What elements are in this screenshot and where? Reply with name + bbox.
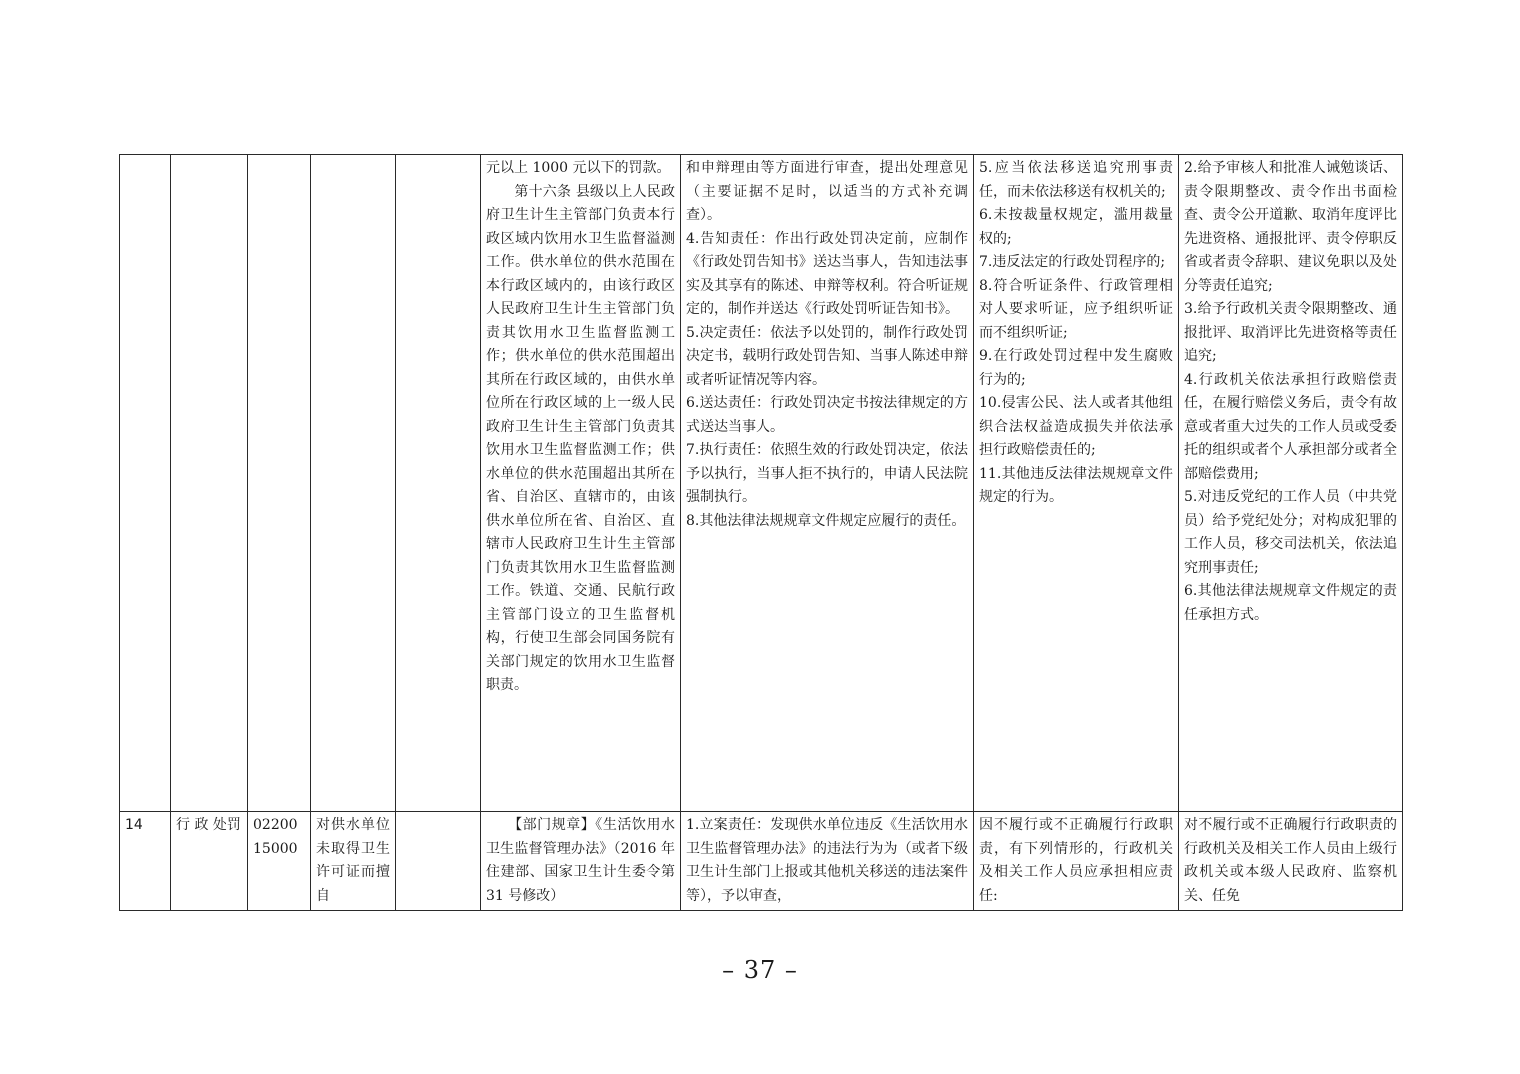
cell-code: 0220015000	[248, 812, 311, 911]
cell-name	[311, 155, 396, 812]
cell-name: 对供水单位未取得卫生许可证而擅自	[311, 812, 396, 911]
cell-basis: 元以上 1000 元以下的罚款。 第十六条 县级以上人民政府卫生计生主管部门负责本行政区域内饮用水卫生监督溢测工作。供水单位的供水范围在本行政区域内的，由该行政区人民政府卫生计生主管部门负责其饮用水卫生监督监测工作；供水单位的供水范围超出其所在行政区域的，由供水单位所在行政区域的上一级人民政府卫生计生主管部门负责其饮用水卫生监督监测工作；供水单位的供水范围超出其所在省、自治区、直辖市的，由该供水单位所在省、自治区、直辖市人民政府卫生计生主管部门负责其饮用水卫生监督监测工作。铁道、交通、民航行政主管部门设立的卫生监督机构，行使卫生部会同国务院有关部门规定的饮用水卫生监督职责。	[481, 155, 681, 812]
cell-accountability-methods: 2.给予审核人和批准人诫勉谈话、责令限期整改、责令作出书面检查、责令公开道歉、取消年度评比先进资格、通报批评、责令停职反省或者责令辞职、建议免职以及处分等责任追究; 3.给予行政机关责令限期整改、通报批评、取消评比先进资格等责任追究; 4.行政机关依法承担行政赔偿责任，在履行赔偿义务后，责令有故意或者重大过失的工作人员或受委托的组织或者个人承担部分或者全部赔偿费用; 5.对违反党纪的工作人员（中共党员）给予党纪处分；对构成犯罪的工作人员，移交司法机关，依法追究刑事责任; 6.其他法律法规规章文件规定的责任承担方式。	[1179, 155, 1403, 812]
cell-responsibility: 和申辩理由等方面进行审查，提出处理意见（主要证据不足时，以适当的方式补充调查）。 4.告知责任：作出行政处罚决定前，应制作《行政处罚告知书》送达当事人，告知违法事实及其享有的陈述、申辩等权利。符合听证规定的，制作并送达《行政处罚听证告知书》。 5.决定责任：依法予以处罚的，制作行政处罚决定书，载明行政处罚告知、当事人陈述申辩或者听证情况等内容。 6.送达责任：行政处罚决定书按法律规定的方式送达当事人。 7.执行责任：依照生效的行政处罚决定，依法予以执行，当事人拒不执行的，申请人民法院强制执行。 8.其他法律法规规章文件规定应履行的责任。	[681, 155, 974, 812]
table-row-continued	[120, 155, 1403, 812]
cell-type: 行 政 处罚	[171, 812, 248, 911]
cell-responsibility: 1.立案责任：发现供水单位违反《生活饮用水卫生监督管理办法》的违法行为为（或者下级卫生计生部门上报或其他机关移送的违法案件等），予以审查，	[681, 812, 974, 911]
cell-accountability-cases: 因不履行或不正确履行行政职责，有下列情形的，行政机关及相关工作人员应承担相应责任:	[974, 812, 1179, 911]
table-row-14	[120, 812, 1403, 911]
cell-basis: 【部门规章】《生活饮用水卫生监督管理办法》（2016 年住建部、国家卫生计生委令第 31 号修改）	[481, 812, 681, 911]
cell-accountability-cases: 5.应当依法移送追究刑事责任，而未依法移送有权机关的; 6.未按裁量权规定，滥用裁量权的; 7.违反法定的行政处罚程序的; 8.符合听证条件、行政管理相对人要求听证，应予组织听证而不组织听证; 9.在行政处罚过程中发生腐败行为的; 10.侵害公民、法人或者其他组织合法权益造成损失并依法承担行政赔偿责任的; 11.其他违反法律法规规章文件规定的行为。	[974, 155, 1179, 812]
cell-type	[171, 155, 248, 812]
cell-sub	[396, 155, 481, 812]
cell-accountability-methods: 对不履行或不正确履行行政职责的行政机关及相关工作人员由上级行政机关或本级人民政府、监察机关、任免	[1179, 812, 1403, 911]
cell-sub	[396, 812, 481, 911]
cell-code	[248, 155, 311, 812]
power-list-table	[119, 154, 1403, 911]
cell-no	[120, 155, 171, 812]
page-number: – 37 –	[722, 956, 798, 984]
cell-no: 14	[120, 812, 171, 911]
